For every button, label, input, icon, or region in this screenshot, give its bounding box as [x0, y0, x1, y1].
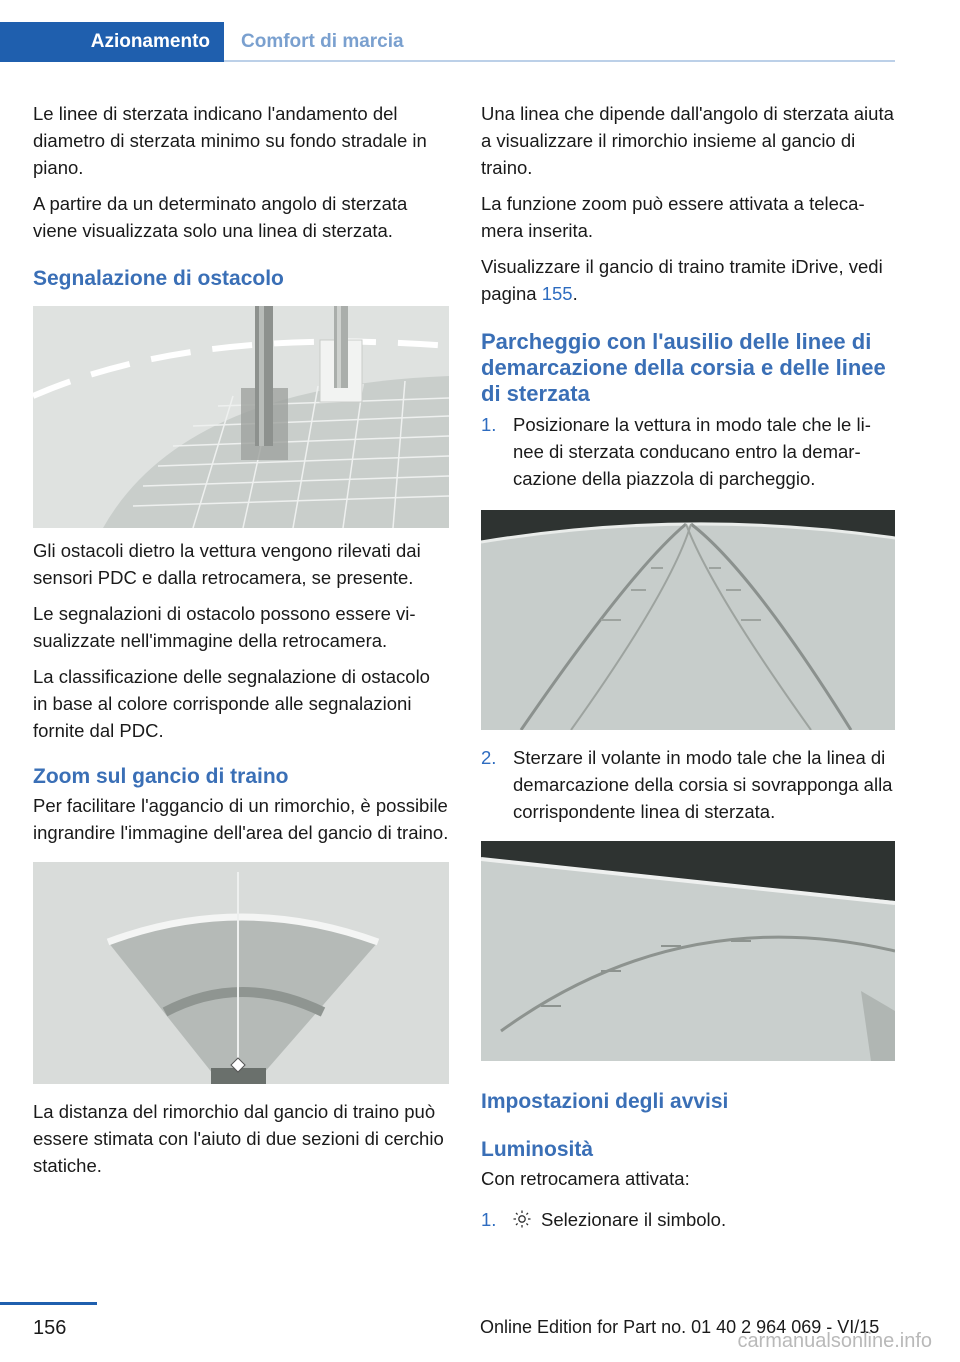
- paragraph: Le linee di sterzata indicano l'andamento del diametro di sterzata minimo su fondo stradale in piano.: [33, 103, 427, 178]
- list-item: [481, 744, 895, 825]
- lane-overlay-image: [481, 841, 895, 1061]
- step-number: 2.: [481, 747, 497, 768]
- paragraph: Gli ostacoli dietro la vettura vengono rilevati dai sensori PDC e dalla retrocamera, se presente.: [33, 540, 421, 588]
- paragraph: Con retrocamera attivata:: [481, 1168, 690, 1189]
- right-column: [481, 100, 895, 1235]
- step-text: Sterzare il volante in modo tale che la linea di demarcazione della corsia si sovrapponga alla corrispondente linea di sterzata.: [513, 747, 893, 822]
- obstacle-marker-image: [33, 306, 449, 528]
- tab-azionamento[interactable]: Azionamento: [0, 22, 224, 62]
- section-heading-zoom: Zoom sul gancio di traino: [33, 765, 289, 788]
- section-heading-brightness: Luminosità: [481, 1138, 594, 1161]
- towbar-zoom-image: [33, 862, 449, 1084]
- footer-rule: [0, 1302, 97, 1305]
- paragraph: [481, 253, 895, 307]
- paragraph-end: .: [572, 283, 578, 304]
- parking-steps: [481, 411, 895, 492]
- page-number: 156: [33, 1317, 67, 1339]
- paragraph: La distanza del rimorchio dal gancio di traino può essere stimata con l'aiuto di due sezioni di cerchio statiche.: [33, 1101, 444, 1176]
- brightness-steps: [481, 1206, 895, 1235]
- parking-steps-2: [481, 744, 895, 825]
- tab-comfort-di-marcia[interactable]: Comfort di marcia: [241, 31, 404, 52]
- steering-lines-image: [481, 510, 895, 730]
- brightness-icon: [513, 1208, 535, 1235]
- paragraph-text: Visualizzare il gancio di traino tramite iDrive, vedi pagina: [481, 256, 883, 304]
- paragraph: Le segnalazioni di ostacolo possono essere visualizzate nell'immagine della retrocamera.: [33, 603, 416, 651]
- paragraph: Una linea che dipende dall'angolo di sterzata aiuta a visualizzare il rimorchio insieme al gancio di traino.: [481, 103, 894, 178]
- step-text: Selezionare il simbolo.: [541, 1209, 727, 1230]
- page-link[interactable]: 155: [541, 283, 573, 304]
- step-number: 1.: [481, 414, 497, 435]
- watermark: carmanualsonline.info: [737, 1330, 932, 1352]
- header-divider: [224, 60, 895, 62]
- edition-label: Online Edition for Part no. 01 40 2 964 069 - VI/15: [480, 1317, 880, 1337]
- list-item: [481, 1206, 895, 1235]
- paragraph: Per facilitare l'aggancio di un rimorchio, è possibile ingrandire l'immagine dell'area del gancio di traino.: [33, 795, 449, 843]
- step-text: Posizionare la vettura in modo tale che le linee di sterzata conducano entro la demarcazione della piazzola di parcheggio.: [513, 414, 871, 489]
- step-number: 1.: [481, 1209, 497, 1230]
- paragraph: La funzione zoom può essere attivata a telecamera inserita.: [481, 193, 865, 241]
- section-heading-settings: Impostazioni degli avvisi: [481, 1090, 729, 1113]
- paragraph: La classificazione delle segnalazione di ostacolo in base al colore corrisponde alle segnalazioni fornite dal PDC.: [33, 666, 430, 741]
- list-item: [481, 411, 895, 492]
- left-column: [33, 100, 449, 1188]
- chapter-tabbar: [0, 0, 895, 62]
- paragraph: A partire da un determinato angolo di sterzata viene visualizzata solo una linea di sterzata.: [33, 193, 408, 241]
- section-heading-obstacle: Segnalazione di ostacolo: [33, 267, 284, 290]
- section-heading-parking: Parcheggio con l'ausilio delle linee di demarcazione della corsia e delle linee di sterzata: [481, 329, 886, 406]
